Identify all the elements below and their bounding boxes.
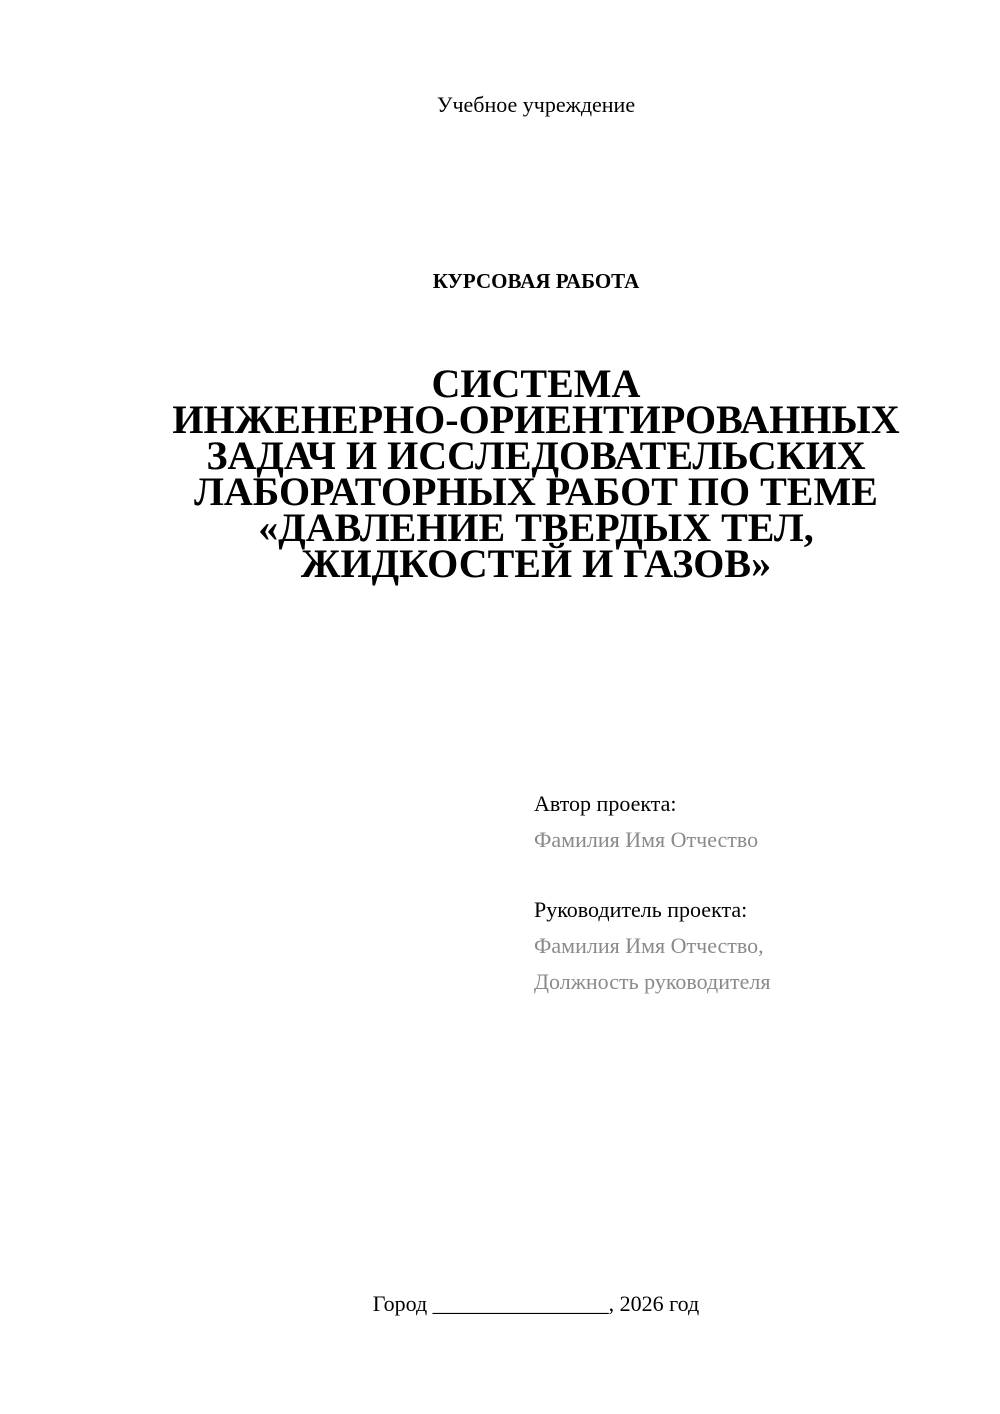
title-line: СИСТЕМА <box>431 361 641 406</box>
authors-block <box>534 786 974 1000</box>
document-type: КУРСОВАЯ РАБОТА <box>432 269 640 293</box>
document-title <box>0 361 1000 586</box>
spacer <box>534 858 974 892</box>
city-year-line: Город ________________, 2026 год <box>372 1291 700 1316</box>
title-line: ИНЖЕНЕРНО-ОРИЕНТИРОВАННЫХ <box>172 397 900 442</box>
title-line: ЖИДКОСТЕЙ И ГАЗОВ» <box>300 541 772 586</box>
title-line: «ДАВЛЕНИЕ ТВЕРДЫХ ТЕЛ, <box>258 505 814 550</box>
supervisor-position: Должность руководителя <box>534 969 771 994</box>
author-name: Фамилия Имя Отчество <box>534 827 759 852</box>
supervisor-label: Руководитель проекта: <box>534 897 748 922</box>
institution-name: Учебное учреждение <box>436 92 636 117</box>
author-label: Автор проекта: <box>534 791 677 816</box>
title-line: ЛАБОРАТОРНЫХ РАБОТ ПО ТЕМЕ <box>194 469 878 514</box>
title-line: ЗАДАЧ И ИССЛЕДОВАТЕЛЬСКИХ <box>206 433 866 478</box>
supervisor-name: Фамилия Имя Отчество, <box>534 933 764 958</box>
